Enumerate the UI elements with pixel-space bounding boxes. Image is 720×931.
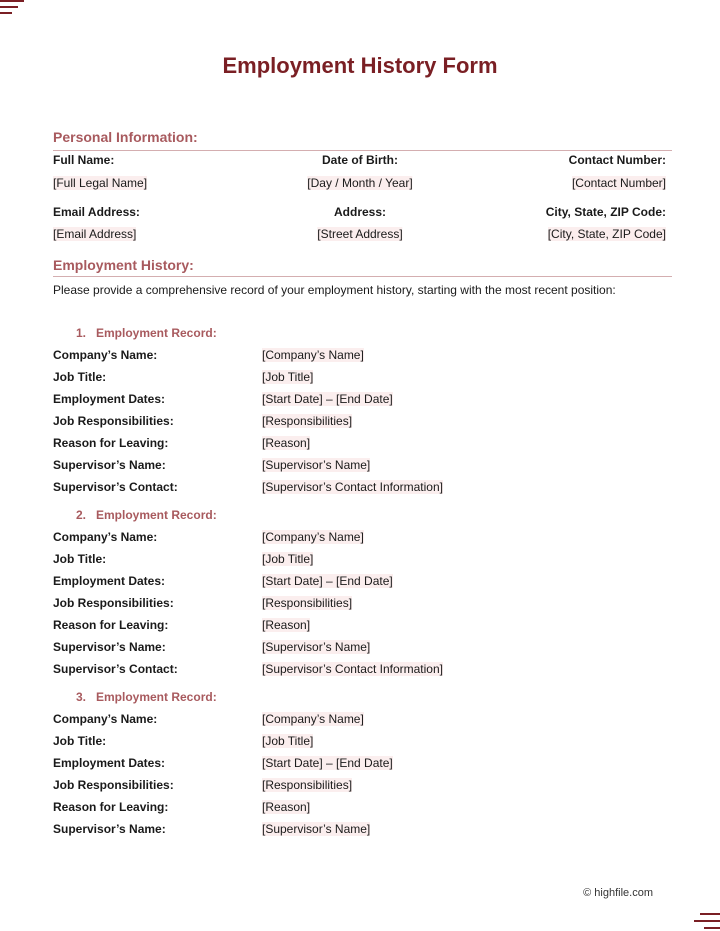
- email-address-field[interactable]: [Email Address]: [53, 227, 137, 241]
- job-responsibilities-field[interactable]: [Responsibilities]: [262, 596, 353, 610]
- email-address-label: Email Address:: [53, 205, 140, 219]
- employment-dates-field[interactable]: [Start Date] – [End Date]: [262, 756, 393, 770]
- record-number: 2.: [76, 508, 87, 522]
- date-of-birth-label: Date of Birth:: [322, 153, 398, 167]
- job-title-field[interactable]: [Job Title]: [262, 370, 314, 384]
- job-title-label: Job Title:: [53, 552, 107, 566]
- supervisor-contact-field[interactable]: [Supervisor’s Contact Information]: [262, 480, 443, 494]
- employment-record-2-title: [76, 508, 217, 522]
- employment-record-1-title: [76, 326, 217, 340]
- supervisor-name-field[interactable]: [Supervisor’s Name]: [262, 640, 371, 654]
- job-responsibilities-label: Job Responsibilities:: [53, 414, 174, 428]
- record-title-text: Employment Record:: [96, 508, 217, 522]
- employment-record-3-title: [76, 690, 217, 704]
- job-responsibilities-field[interactable]: [Responsibilities]: [262, 414, 353, 428]
- city-state-zip-field[interactable]: [City, State, ZIP Code]: [547, 227, 666, 241]
- employment-dates-field[interactable]: [Start Date] – [End Date]: [262, 392, 393, 406]
- supervisor-name-field[interactable]: [Supervisor’s Name]: [262, 822, 371, 836]
- full-name-label: Full Name:: [53, 153, 115, 167]
- company-name-field[interactable]: [Company’s Name]: [262, 348, 364, 362]
- employment-intro-text: Please provide a comprehensive record of your employment history, starting with the most recent position:: [53, 283, 616, 297]
- supervisor-name-field[interactable]: [Supervisor’s Name]: [262, 458, 371, 472]
- record-number: 1.: [76, 326, 87, 340]
- employment-dates-label: Employment Dates:: [53, 756, 166, 770]
- job-title-label: Job Title:: [53, 734, 107, 748]
- city-state-zip-label: City, State, ZIP Code:: [545, 205, 666, 219]
- date-of-birth-field[interactable]: [Day / Month / Year]: [307, 176, 413, 190]
- employment-history-divider: [53, 276, 672, 277]
- supervisor-contact-field[interactable]: [Supervisor’s Contact Information]: [262, 662, 443, 676]
- supervisor-name-label: Supervisor’s Name:: [53, 640, 166, 654]
- reason-for-leaving-field[interactable]: [Reason]: [262, 618, 311, 632]
- reason-for-leaving-label: Reason for Leaving:: [53, 436, 169, 450]
- company-name-field[interactable]: [Company’s Name]: [262, 530, 364, 544]
- corner-mark-top-left: [0, 0, 24, 14]
- supervisor-name-label: Supervisor’s Name:: [53, 458, 166, 472]
- job-responsibilities-label: Job Responsibilities:: [53, 778, 174, 792]
- record-number: 3.: [76, 690, 87, 704]
- record-title-text: Employment Record:: [96, 690, 217, 704]
- supervisor-name-label: Supervisor’s Name:: [53, 822, 166, 836]
- company-name-label: Company’s Name:: [53, 348, 158, 362]
- address-label: Address:: [333, 205, 387, 219]
- record-title-text: Employment Record:: [96, 326, 217, 340]
- footer-copyright: © highfile.com: [583, 887, 653, 899]
- contact-number-field[interactable]: [Contact Number]: [571, 176, 666, 190]
- job-title-label: Job Title:: [53, 370, 107, 384]
- company-name-field[interactable]: [Company’s Name]: [262, 712, 364, 726]
- supervisor-contact-label: Supervisor’s Contact:: [53, 662, 178, 676]
- street-address-field[interactable]: [Street Address]: [317, 227, 403, 241]
- full-name-field[interactable]: [Full Legal Name]: [53, 176, 148, 190]
- employment-history-heading: Employment History:: [53, 257, 194, 273]
- reason-for-leaving-field[interactable]: [Reason]: [262, 436, 311, 450]
- supervisor-contact-label: Supervisor’s Contact:: [53, 480, 178, 494]
- job-responsibilities-field[interactable]: [Responsibilities]: [262, 778, 353, 792]
- reason-for-leaving-label: Reason for Leaving:: [53, 618, 169, 632]
- contact-number-label: Contact Number:: [568, 153, 666, 167]
- job-title-field[interactable]: [Job Title]: [262, 734, 314, 748]
- company-name-label: Company’s Name:: [53, 530, 158, 544]
- employment-dates-field[interactable]: [Start Date] – [End Date]: [262, 574, 393, 588]
- employment-dates-label: Employment Dates:: [53, 574, 166, 588]
- job-responsibilities-label: Job Responsibilities:: [53, 596, 174, 610]
- reason-for-leaving-field[interactable]: [Reason]: [262, 800, 311, 814]
- employment-dates-label: Employment Dates:: [53, 392, 166, 406]
- job-title-field[interactable]: [Job Title]: [262, 552, 314, 566]
- company-name-label: Company’s Name:: [53, 712, 158, 726]
- reason-for-leaving-label: Reason for Leaving:: [53, 800, 169, 814]
- corner-mark-bottom-right: [694, 911, 720, 931]
- form-title: Employment History Form: [222, 53, 498, 78]
- personal-info-heading: Personal Information:: [53, 129, 198, 145]
- personal-info-divider: [53, 150, 672, 151]
